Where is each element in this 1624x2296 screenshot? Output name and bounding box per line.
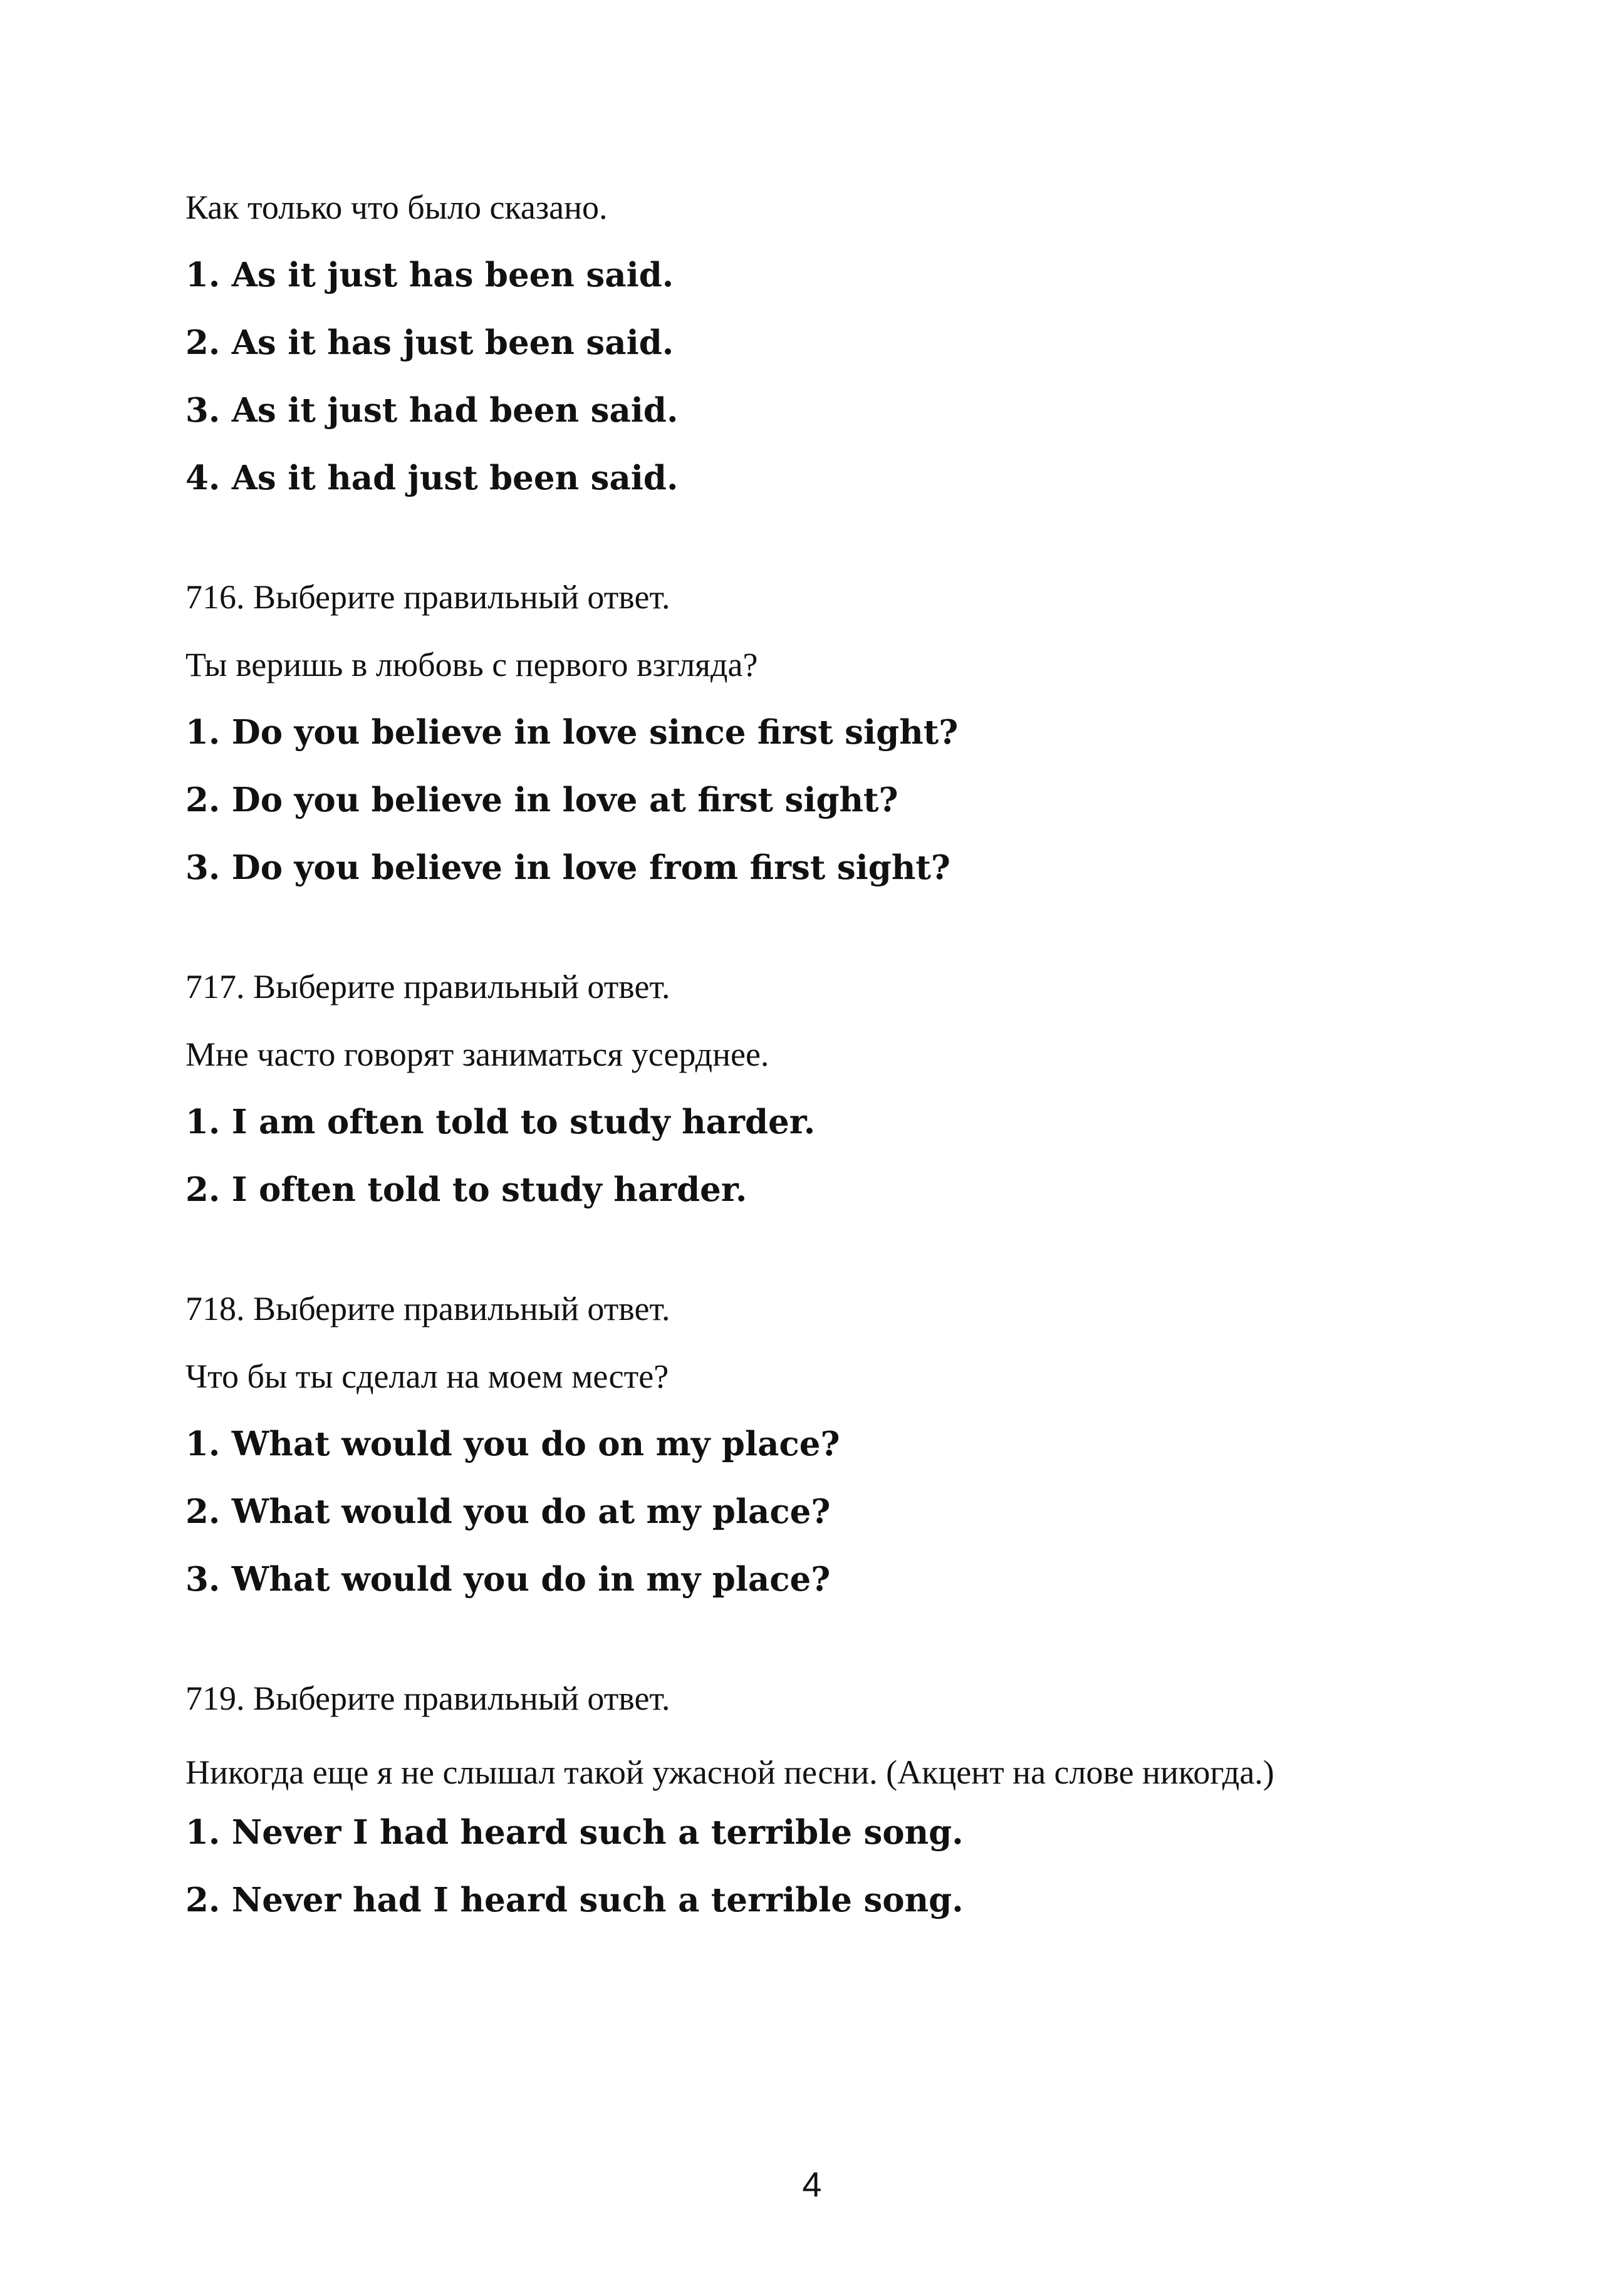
question-prompt: Ты веришь в любовь с первого взгляда? xyxy=(185,646,758,683)
question-block xyxy=(185,967,1439,1209)
spacer xyxy=(185,1628,1439,1679)
question-prompt: Никогда еще я не слышал такой ужасной песни. (Акцент на слове никогда.) xyxy=(185,1753,1274,1791)
question-block xyxy=(185,188,1439,497)
spacer xyxy=(185,916,1439,967)
question-block xyxy=(185,1289,1439,1599)
answer-option: 2. Never had I heard such a terrible song. xyxy=(185,1881,964,1919)
answer-option: 1. I am often told to study harder. xyxy=(185,1103,816,1141)
question-header: 718. Выберите правильный ответ. xyxy=(185,1290,670,1327)
spacer xyxy=(185,526,1439,578)
answer-option: 2. Do you believe in love at first sight? xyxy=(185,781,898,819)
question-header: 716. Выберите правильный ответ. xyxy=(185,578,670,616)
answer-option: 2. What would you do at my place? xyxy=(185,1492,831,1531)
answer-option: 4. As it had just been said. xyxy=(185,459,679,497)
answer-option: 1. Never I had heard such a terrible song. xyxy=(185,1813,964,1852)
page-number: 4 xyxy=(802,2164,822,2204)
spacer xyxy=(185,1238,1439,1289)
question-block xyxy=(185,1679,1439,1919)
answer-option: 3. As it just had been said. xyxy=(185,391,679,430)
question-header: 719. Выберите правильный ответ. xyxy=(185,1680,670,1717)
answer-option: 3. What would you do in my place? xyxy=(185,1560,831,1599)
question-header: 717. Выберите правильный ответ. xyxy=(185,968,670,1005)
answer-option: 2. As it has just been said. xyxy=(185,323,674,362)
answer-option: 3. Do you believe in love from first sight? xyxy=(185,848,950,887)
page-content xyxy=(185,188,1439,1948)
answer-option: 1. What would you do on my place? xyxy=(185,1425,840,1463)
answer-option: 1. As it just has been said. xyxy=(185,256,674,294)
question-prompt: Мне часто говорят заниматься усерднее. xyxy=(185,1036,769,1073)
answer-option: 1. Do you believe in love since first sight? xyxy=(185,713,959,752)
answer-option: 2. I often told to study harder. xyxy=(185,1170,747,1209)
question-prompt: Что бы ты сделал на моем месте? xyxy=(185,1358,669,1395)
question-prompt: Как только что было сказано. xyxy=(185,189,608,226)
question-block xyxy=(185,578,1439,887)
